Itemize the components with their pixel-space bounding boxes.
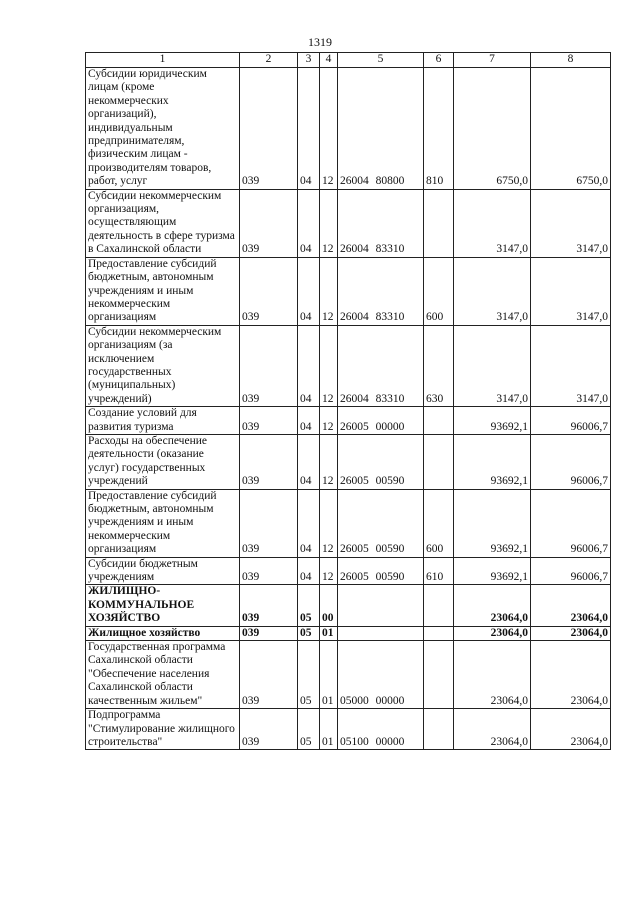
amount-year-1-cell: 3147,0 — [454, 257, 531, 325]
section-code-cell: 04 — [298, 68, 320, 190]
subsection-code-cell: 00 — [320, 585, 338, 626]
expense-type-code-cell — [424, 626, 454, 640]
col-header: 1 — [86, 53, 240, 68]
amount-year-2-cell: 96006,7 — [531, 407, 611, 435]
target-article-code-cell — [338, 585, 424, 626]
table-row — [86, 68, 611, 190]
ministry-code-cell: 039 — [240, 626, 298, 640]
expense-type-code-cell: 810 — [424, 68, 454, 190]
ministry-code-cell: 039 — [240, 434, 298, 489]
target-article-code-cell — [338, 626, 424, 640]
amount-year-2-cell: 96006,7 — [531, 489, 611, 557]
page-number: 1319 — [308, 35, 332, 49]
amount-year-2-cell: 23064,0 — [531, 641, 611, 709]
subsection-code-cell: 01 — [320, 709, 338, 750]
table-row — [86, 407, 611, 435]
target-article-code-cell: 26005 00000 — [338, 407, 424, 435]
ministry-code-cell: 039 — [240, 709, 298, 750]
amount-year-1-cell: 93692,1 — [454, 489, 531, 557]
amount-year-1-cell: 23064,0 — [454, 626, 531, 640]
col-header: 8 — [531, 53, 611, 68]
expense-type-code-cell — [424, 189, 454, 257]
item-name-cell: Предоставление субсидий бюджетным, автономным учреждениям и иным некоммерческим организациям — [86, 257, 240, 325]
table-row — [86, 189, 611, 257]
section-code-cell: 05 — [298, 709, 320, 750]
subsection-code-cell: 12 — [320, 189, 338, 257]
section-code-cell: 05 — [298, 585, 320, 626]
amount-year-1-cell: 23064,0 — [454, 709, 531, 750]
table-row — [86, 557, 611, 585]
table-row — [86, 489, 611, 557]
amount-year-2-cell: 3147,0 — [531, 189, 611, 257]
amount-year-2-cell: 96006,7 — [531, 434, 611, 489]
amount-year-2-cell: 23064,0 — [531, 626, 611, 640]
table-row — [86, 709, 611, 750]
section-code-cell: 04 — [298, 407, 320, 435]
table-row — [86, 325, 611, 406]
item-name-cell: Субсидии некоммерческим организациям, осуществляющим деятельность в сфере туризма в Сахалинской области — [86, 189, 240, 257]
expense-type-code-cell: 610 — [424, 557, 454, 585]
item-name-cell: Расходы на обеспечение деятельности (оказание услуг) государственных учреждений — [86, 434, 240, 489]
col-header: 6 — [424, 53, 454, 68]
ministry-code-cell: 039 — [240, 257, 298, 325]
ministry-code-cell: 039 — [240, 189, 298, 257]
target-article-code-cell: 26005 00590 — [338, 557, 424, 585]
amount-year-2-cell: 23064,0 — [531, 709, 611, 750]
target-article-code-cell: 26005 00590 — [338, 434, 424, 489]
section-code-cell: 04 — [298, 489, 320, 557]
item-name-cell: Подпрограмма "Стимулирование жилищного строительства" — [86, 709, 240, 750]
expense-type-code-cell: 600 — [424, 489, 454, 557]
table-row — [86, 434, 611, 489]
target-article-code-cell: 26005 00590 — [338, 489, 424, 557]
col-header: 7 — [454, 53, 531, 68]
ministry-code-cell: 039 — [240, 641, 298, 709]
section-code-cell: 04 — [298, 189, 320, 257]
item-name-cell: ЖИЛИЩНО-КОММУНАЛЬНОЕ ХОЗЯЙСТВО — [86, 585, 240, 626]
item-name-cell: Субсидии юридическим лицам (кроме некоммерческих организаций), индивидуальным предпринимателям, физическим лицам - производителям товаров, работ, услуг — [86, 68, 240, 190]
section-code-cell: 04 — [298, 325, 320, 406]
expense-type-code-cell: 630 — [424, 325, 454, 406]
item-name-cell: Государственная программа Сахалинской области "Обеспечение населения Сахалинской области качественным жильем" — [86, 641, 240, 709]
ministry-code-cell: 039 — [240, 489, 298, 557]
target-article-code-cell: 05100 00000 — [338, 709, 424, 750]
item-name-cell: Субсидии бюджетным учреждениям — [86, 557, 240, 585]
subsection-code-cell: 12 — [320, 557, 338, 585]
target-article-code-cell: 26004 83310 — [338, 257, 424, 325]
col-header: 3 — [298, 53, 320, 68]
header-row — [86, 53, 611, 68]
subsection-code-cell: 12 — [320, 257, 338, 325]
amount-year-1-cell: 93692,1 — [454, 434, 531, 489]
target-article-code-cell: 26004 80800 — [338, 68, 424, 190]
item-name-cell: Предоставление субсидий бюджетным, автономным учреждениям и иным некоммерческим организациям — [86, 489, 240, 557]
budget-table — [85, 52, 611, 750]
section-code-cell: 05 — [298, 626, 320, 640]
target-article-code-cell: 26004 83310 — [338, 189, 424, 257]
amount-year-1-cell: 23064,0 — [454, 641, 531, 709]
item-name-cell: Субсидии некоммерческим организациям (за исключением государственных (муниципальных) учреждений) — [86, 325, 240, 406]
section-code-cell: 04 — [298, 557, 320, 585]
subsection-code-cell: 12 — [320, 489, 338, 557]
table-body — [86, 68, 611, 750]
expense-type-code-cell — [424, 434, 454, 489]
target-article-code-cell: 05000 00000 — [338, 641, 424, 709]
amount-year-2-cell: 96006,7 — [531, 557, 611, 585]
subsection-code-cell: 12 — [320, 325, 338, 406]
amount-year-2-cell: 6750,0 — [531, 68, 611, 190]
ministry-code-cell: 039 — [240, 407, 298, 435]
subsection-code-cell: 12 — [320, 407, 338, 435]
amount-year-1-cell: 23064,0 — [454, 585, 531, 626]
col-header: 4 — [320, 53, 338, 68]
col-header: 2 — [240, 53, 298, 68]
expense-type-code-cell — [424, 585, 454, 626]
table-row — [86, 257, 611, 325]
amount-year-2-cell: 3147,0 — [531, 325, 611, 406]
expense-type-code-cell — [424, 641, 454, 709]
target-article-code-cell: 26004 83310 — [338, 325, 424, 406]
subsection-code-cell: 01 — [320, 641, 338, 709]
col-header: 5 — [338, 53, 424, 68]
amount-year-2-cell: 3147,0 — [531, 257, 611, 325]
amount-year-2-cell: 23064,0 — [531, 585, 611, 626]
item-name-cell: Создание условий для развития туризма — [86, 407, 240, 435]
amount-year-1-cell: 3147,0 — [454, 325, 531, 406]
amount-year-1-cell: 6750,0 — [454, 68, 531, 190]
ministry-code-cell: 039 — [240, 585, 298, 626]
subsection-code-cell: 01 — [320, 626, 338, 640]
table-row — [86, 585, 611, 626]
ministry-code-cell: 039 — [240, 68, 298, 190]
amount-year-1-cell: 93692,1 — [454, 407, 531, 435]
ministry-code-cell: 039 — [240, 557, 298, 585]
item-name-cell: Жилищное хозяйство — [86, 626, 240, 640]
subsection-code-cell: 12 — [320, 68, 338, 190]
expense-type-code-cell: 600 — [424, 257, 454, 325]
section-code-cell: 05 — [298, 641, 320, 709]
section-code-cell: 04 — [298, 257, 320, 325]
table-row — [86, 626, 611, 640]
amount-year-1-cell: 3147,0 — [454, 189, 531, 257]
expense-type-code-cell — [424, 407, 454, 435]
amount-year-1-cell: 93692,1 — [454, 557, 531, 585]
section-code-cell: 04 — [298, 434, 320, 489]
expense-type-code-cell — [424, 709, 454, 750]
subsection-code-cell: 12 — [320, 434, 338, 489]
ministry-code-cell: 039 — [240, 325, 298, 406]
table-row — [86, 641, 611, 709]
